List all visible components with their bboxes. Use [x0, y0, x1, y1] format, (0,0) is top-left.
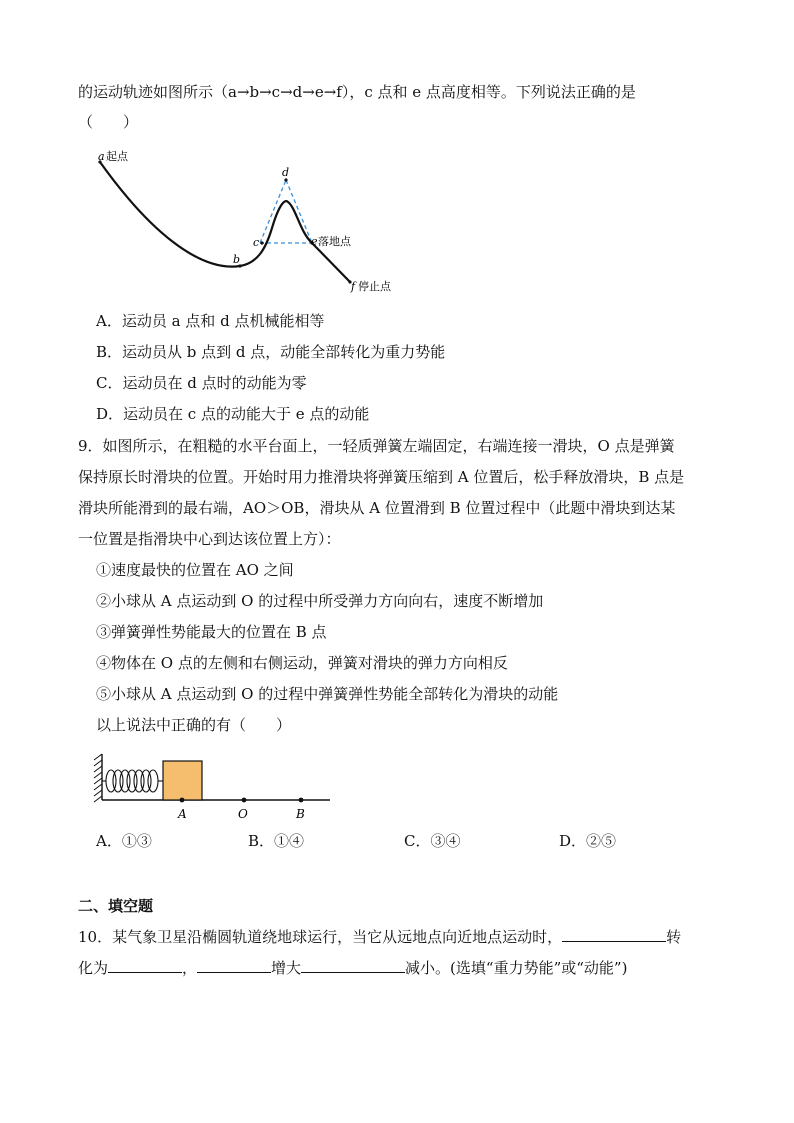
c-d-dashed-line — [260, 180, 286, 243]
q9-stem-line-1: 9．如图所示，在粗糙的水平台面上，一轻质弹簧左端固定，右端连接一滑块，O 点是弹簧 — [78, 437, 675, 455]
point-O — [242, 798, 247, 803]
label-O: O — [238, 807, 248, 821]
q9-statement-3: ③弹簧弹性势能最大的位置在 B 点 — [96, 623, 327, 641]
q8-answer-paren: （ ） — [78, 113, 139, 131]
q10-text: 10．某气象卫星沿椭圆轨道绕地球运行，当它从远地点向近地点运动时， — [78, 928, 563, 946]
d-e-dashed-line — [286, 180, 312, 243]
blank-1[interactable] — [562, 925, 666, 942]
q9-option-c: C．③④ — [404, 832, 461, 850]
slider-block — [163, 761, 202, 800]
section-title: 二、填空题 — [78, 897, 154, 915]
q10-comma: ， — [182, 959, 198, 977]
q8-option-c: C．运动员在 d 点时的动能为零 — [96, 374, 307, 392]
q9-option-a: A．①③ — [96, 832, 152, 850]
q10-line2-end: 减小。(选填“重力势能”或“动能”) — [405, 959, 628, 977]
blank-2[interactable] — [108, 956, 182, 973]
q8-option-d: D．运动员在 c 点的动能大于 e 点的动能 — [96, 405, 370, 423]
q10-increase: 增大 — [271, 959, 302, 977]
q9-option-b: B．①④ — [248, 832, 305, 850]
label-e-text: 落地点 — [318, 235, 351, 248]
q10-line-1 — [78, 925, 681, 947]
q9-stem-line-2: 保持原长时滑块的位置。开始时用力推滑块将弹簧压缩到 A 位置后，松手释放滑块，B 点是 — [78, 468, 685, 486]
trajectory-curve — [100, 162, 350, 282]
wall-hatch — [94, 754, 102, 802]
q9-option-d: D．②⑤ — [559, 832, 617, 850]
q9-stem-line-4: 一位置是指滑块中心到达该位置上方）： — [78, 530, 341, 548]
q9-statement-4: ④物体在 O 点的左侧和右侧运动，弹簧对滑块的弹力方向相反 — [96, 654, 508, 672]
label-b: b — [233, 253, 241, 266]
label-A: A — [178, 807, 187, 821]
label-B: B — [296, 807, 305, 821]
q10-line1-end: 转 — [666, 928, 682, 946]
label-d: d — [282, 166, 290, 179]
label-a: a — [98, 150, 105, 163]
q9-spring-figure — [90, 752, 340, 824]
point-A — [180, 798, 185, 803]
q9-statement-2: ②小球从 A 点运动到 O 的过程中所受弹力方向向右，速度不断增加 — [96, 592, 544, 610]
q9-stem-line-3: 滑块所能滑到的最右端，AO＞OB，滑块从 A 位置滑到 B 位置过程中（此题中滑块到达某 — [78, 499, 676, 517]
q8-option-b: B．运动员从 b 点到 d 点，动能全部转化为重力势能 — [96, 343, 446, 361]
blank-4[interactable] — [301, 956, 405, 973]
label-a-text: 起点 — [106, 150, 128, 163]
label-f-text: 停止点 — [358, 280, 391, 293]
q8-trajectory-figure — [90, 142, 410, 302]
q10-line-2 — [78, 956, 627, 978]
q9-statement-5: ⑤小球从 A 点运动到 O 的过程中弹簧弹性势能全部转化为滑块的动能 — [96, 685, 559, 703]
q9-question: 以上说法中正确的有（ ） — [96, 716, 292, 734]
q8-stem-line: 的运动轨迹如图所示（a→b→c→d→e→f），c 点和 e 点高度相等。下列说法正确的是 — [78, 83, 636, 101]
q8-option-a: A．运动员 a 点和 d 点机械能相等 — [96, 312, 325, 330]
q10-line2-start: 化为 — [78, 959, 109, 977]
blank-3[interactable] — [197, 956, 271, 973]
label-f: f — [351, 280, 356, 293]
q9-statement-1: ①速度最快的位置在 AO 之间 — [96, 561, 294, 579]
point-B — [299, 798, 304, 803]
label-c: c — [253, 236, 260, 249]
spring — [102, 770, 163, 792]
label-e: e — [311, 235, 318, 248]
point-c — [260, 241, 263, 244]
